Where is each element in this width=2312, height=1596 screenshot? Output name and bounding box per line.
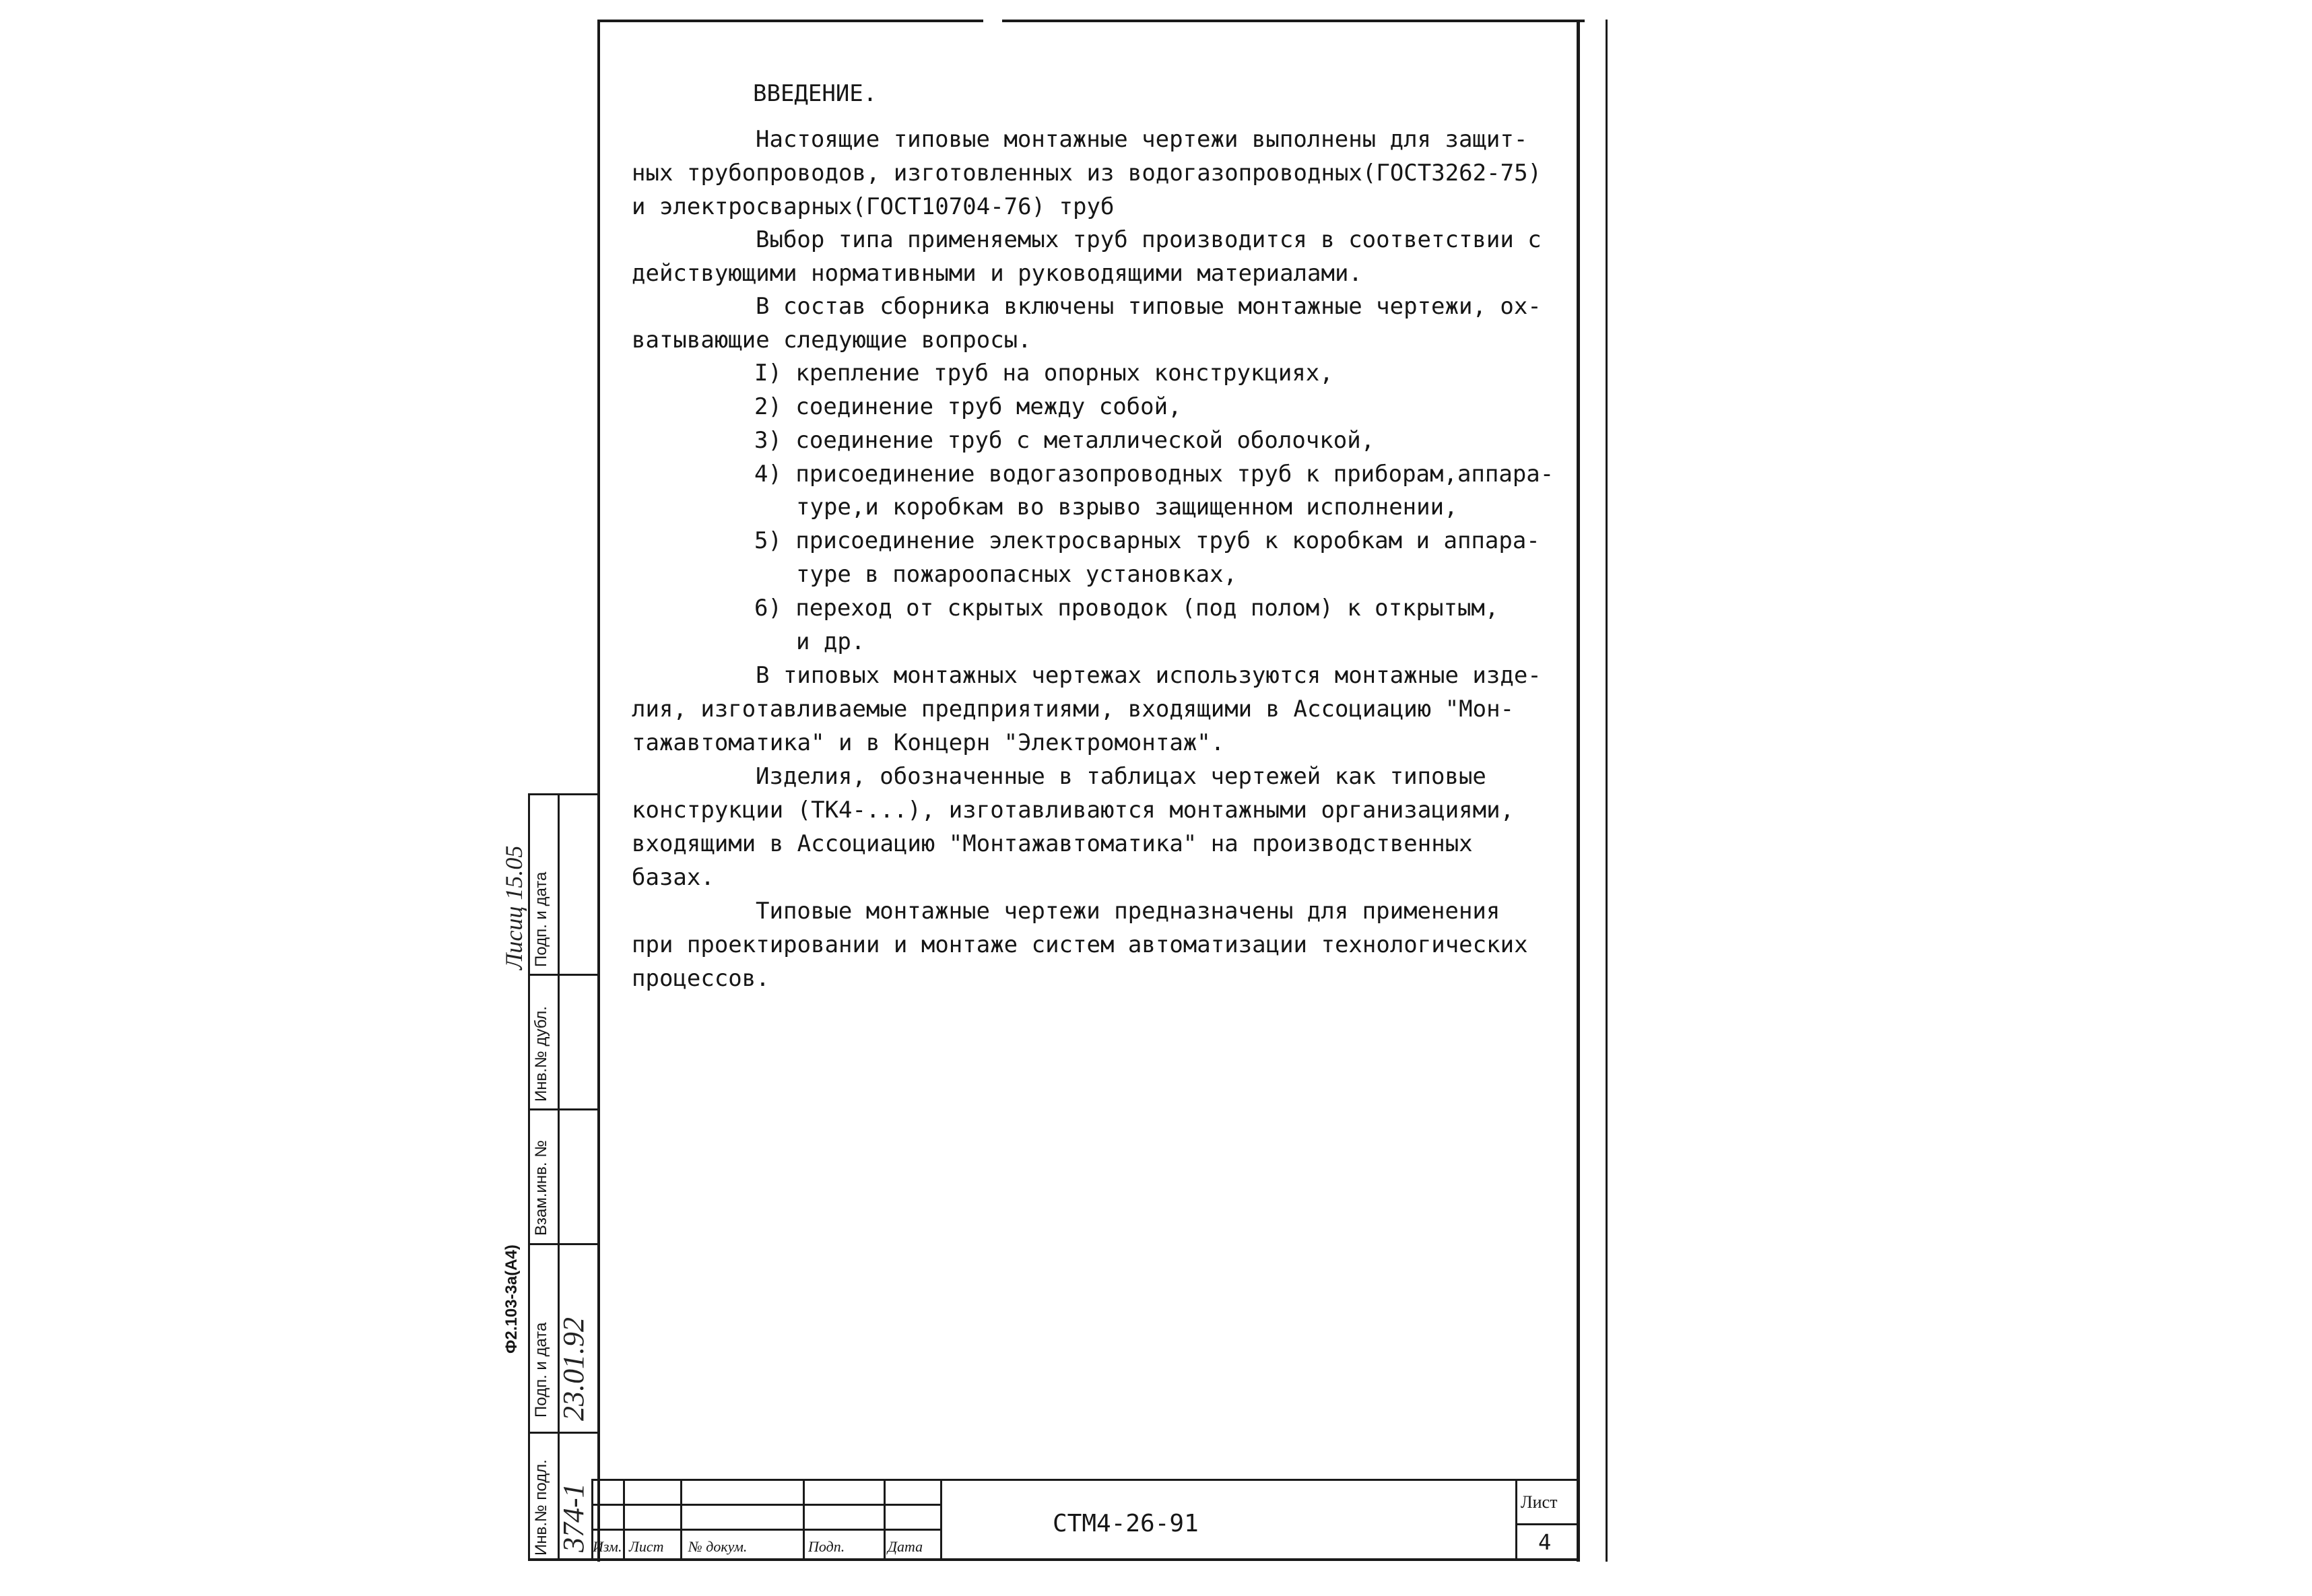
title-block-col-rule xyxy=(623,1479,625,1560)
date-value: 23.01.92 xyxy=(557,1317,590,1421)
document-designation: СТМ4-26-91 xyxy=(1053,1510,1199,1537)
list-item: 3) соединение труб с металлической оболочкой, xyxy=(754,427,1375,454)
title-block-col-rule xyxy=(1515,1479,1517,1560)
paragraph-line: ватывающие следующие вопросы. xyxy=(632,327,1032,354)
stamp-label-signature-date-1: Подп. и дата xyxy=(532,1322,550,1418)
title-block-col-rule xyxy=(803,1479,805,1560)
list-item-continuation: туре,и коробкам во взрыво защищенном исполнении, xyxy=(796,494,1458,521)
stamp-label-replaced-inv: Взам.инв. № xyxy=(532,1139,550,1236)
sheet-label: Лист xyxy=(1521,1492,1558,1512)
list-item: 4) присоединение водогазопроводных труб к приборам,аппара- xyxy=(754,461,1554,488)
paragraph-line: тажавтоматика" и в Концерн "Электромонтаж". xyxy=(632,729,1225,756)
col-label-doc-number: № докум. xyxy=(688,1538,748,1555)
paragraph-line: входящими в Ассоциацию "Монтажавтоматика" на производственных xyxy=(632,830,1473,857)
list-item-continuation: и др. xyxy=(796,628,865,655)
frame-right xyxy=(1577,20,1580,1562)
sheet-number: 4 xyxy=(1538,1529,1552,1555)
list-item-continuation: туре в пожароопасных установках, xyxy=(796,561,1238,588)
handwritten-signature: Лисиц 15.05 xyxy=(500,845,527,970)
title-block-top-rule xyxy=(591,1479,1580,1481)
paragraph-line: действующими нормативными и руководящими материалами. xyxy=(632,260,1362,287)
title-block-col-rule xyxy=(680,1479,682,1560)
stamp-top-rule xyxy=(528,793,600,795)
paragraph-line: конструкции (ТК4-...), изготавливаются монтажными организациями, xyxy=(632,797,1515,824)
col-label-signature: Подп. xyxy=(808,1538,845,1555)
stamp-section-rule xyxy=(528,1108,600,1110)
paragraph-line: Типовые монтажные чертежи предназначены для применения xyxy=(756,898,1500,925)
stamp-label-signature-date-2: Подп. и дата xyxy=(532,871,550,967)
col-label-date: Дата xyxy=(888,1538,923,1555)
page-title: ВВЕДЕНИЕ. xyxy=(753,80,878,107)
stamp-inner-col xyxy=(558,793,560,1561)
title-block-col-rule xyxy=(884,1479,886,1560)
form-code: Ф2.103-3а(А4) xyxy=(502,1244,521,1354)
sheet-cell-rule xyxy=(1515,1523,1580,1525)
list-item: 2) соединение труб между собой, xyxy=(754,393,1182,420)
inv-number-value: 374-1 xyxy=(557,1483,590,1552)
frame-bottom xyxy=(528,1558,1580,1561)
frame-top-right xyxy=(1002,20,1585,22)
list-item: 6) переход от скрытых проводок (под полом) к открытым, xyxy=(754,595,1499,622)
title-block-row-rule xyxy=(591,1504,942,1506)
paragraph-line: при проектировании и монтаже систем автоматизации технологических xyxy=(632,931,1528,958)
stamp-label-inv-original: Инв.№ подл. xyxy=(532,1459,550,1556)
paragraph-line: В типовых монтажных чертежах используются монтажные изде- xyxy=(756,662,1542,689)
paragraph-line: базах. xyxy=(632,864,715,891)
col-label-sheet: Лист xyxy=(629,1538,664,1555)
paragraph-line: лия, изготавливаемые предприятиями, входящими в Ассоциацию "Мон- xyxy=(632,696,1515,723)
paragraph-line: процессов. xyxy=(632,965,770,992)
paragraph-line: Выбор типа применяемых труб производится в соответствии с xyxy=(756,226,1542,253)
stamp-label-inv-duplicate: Инв.№ дубл. xyxy=(532,1006,550,1102)
stamp-section-rule xyxy=(528,1432,600,1434)
paragraph-line: и электросварных(ГОСТ10704-76) труб xyxy=(632,193,1115,220)
outer-right-rule xyxy=(1606,20,1608,1562)
stamp-section-rule xyxy=(528,974,600,976)
list-item: I) крепление труб на опорных конструкциях, xyxy=(754,360,1333,387)
col-label-change: Изм. xyxy=(593,1538,622,1555)
paragraph-line: Настоящие типовые монтажные чертежи выполнены для защит- xyxy=(756,126,1528,153)
frame-top-left xyxy=(599,20,983,22)
paragraph-line: Изделия, обозначенные в таблицах чертежей как типовые xyxy=(756,763,1486,790)
paragraph-line: В состав сборника включены типовые монтажные чертежи, ох- xyxy=(756,293,1542,320)
stamp-section-rule xyxy=(528,1243,600,1245)
title-block-col-rule xyxy=(940,1479,942,1560)
stamp-outer-left xyxy=(528,793,530,1561)
paragraph-line: ных трубопроводов, изготовленных из водогазопроводных(ГОСТ3262-75) xyxy=(632,160,1542,187)
title-block-row-rule xyxy=(591,1529,942,1531)
list-item: 5) присоединение электросварных труб к коробкам и аппара- xyxy=(754,527,1540,554)
frame-left xyxy=(597,20,600,1562)
